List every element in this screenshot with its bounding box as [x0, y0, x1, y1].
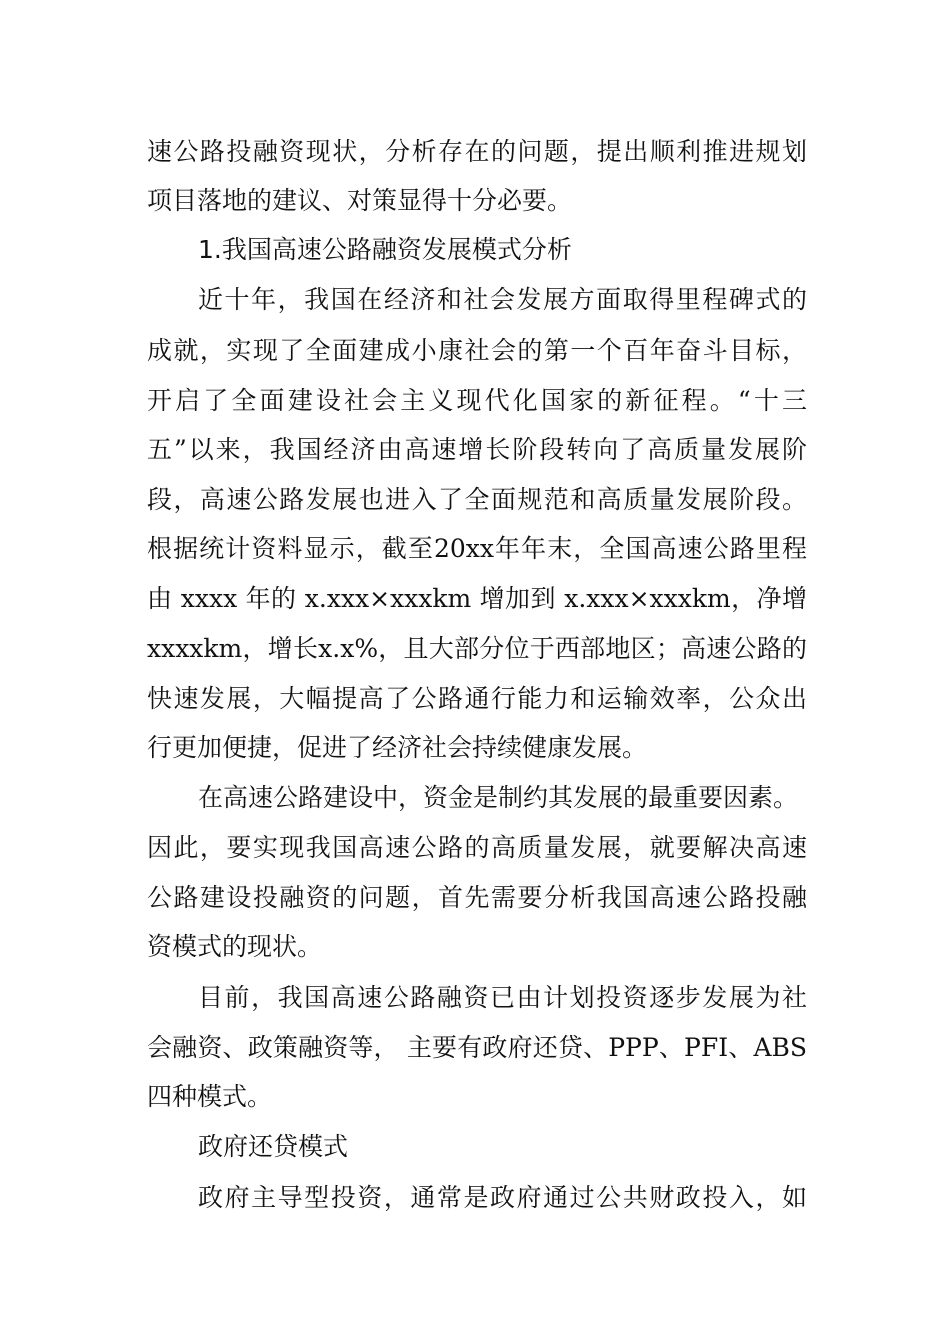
paragraph-line: 在高速公路建设中，资金是制约其发展的最重要因素。: [198, 783, 799, 812]
paragraph-line: 政府主导型投资，通常是政府通过公共财政投入，如: [198, 1183, 807, 1212]
paragraph-line: 成就，实现了全面建成小康社会的第一个百年奋斗目标，: [147, 336, 807, 365]
section-heading: 1.我国高速公路融资发展模式分析: [198, 235, 572, 264]
paragraph-line: 目前，我国高速公路融资已由计划投资逐步发展为社: [198, 983, 807, 1012]
paragraph-line: 行更加便捷，促进了经济社会持续健康发展。: [147, 733, 648, 762]
paragraph-line: 近十年，我国在经济和社会发展方面取得里程碑式的: [198, 285, 807, 314]
paragraph-line: 资模式的现状。: [147, 932, 323, 961]
paragraph-line: 会融资、政策融资等， 主要有政府还贷、PPP、PFI、ABS: [147, 1033, 807, 1062]
paragraph-line: 快速发展，大幅提高了公路通行能力和运输效率，公众出: [147, 684, 807, 713]
paragraph-line: 四种模式。: [147, 1082, 273, 1111]
paragraph-line: 项目落地的建议、对策显得十分必要。: [147, 186, 573, 215]
paragraph-line: 段，高速公路发展也进入了全面规范和高质量发展阶段。: [147, 485, 807, 514]
paragraph-line: 公路建设投融资的问题，首先需要分析我国高速公路投融: [147, 883, 807, 912]
paragraph-line: 五”以来，我国经济由高速增长阶段转向了高质量发展阶: [147, 435, 807, 464]
paragraph-line: 开启了全面建设社会主义现代化国家的新征程。“十三: [147, 386, 807, 415]
paragraph-line: 速公路投融资现状，分析存在的问题，提出顺利推进规划: [147, 137, 807, 166]
paragraph-line: 根据统计资料显示，截至20xx年年末，全国高速公路里程: [147, 534, 807, 563]
paragraph-line: 因此，要实现我国高速公路的高质量发展，就要解决高速: [147, 833, 807, 862]
subsection-heading: 政府还贷模式: [198, 1132, 349, 1161]
paragraph-line: 由 xxxx 年的 x.xxx×xxxkm 增加到 x.xxx×xxxkm，净增: [147, 584, 807, 613]
paragraph-line: xxxxkm，增长x.x%，且大部分位于西部地区；高速公路的: [147, 634, 807, 663]
